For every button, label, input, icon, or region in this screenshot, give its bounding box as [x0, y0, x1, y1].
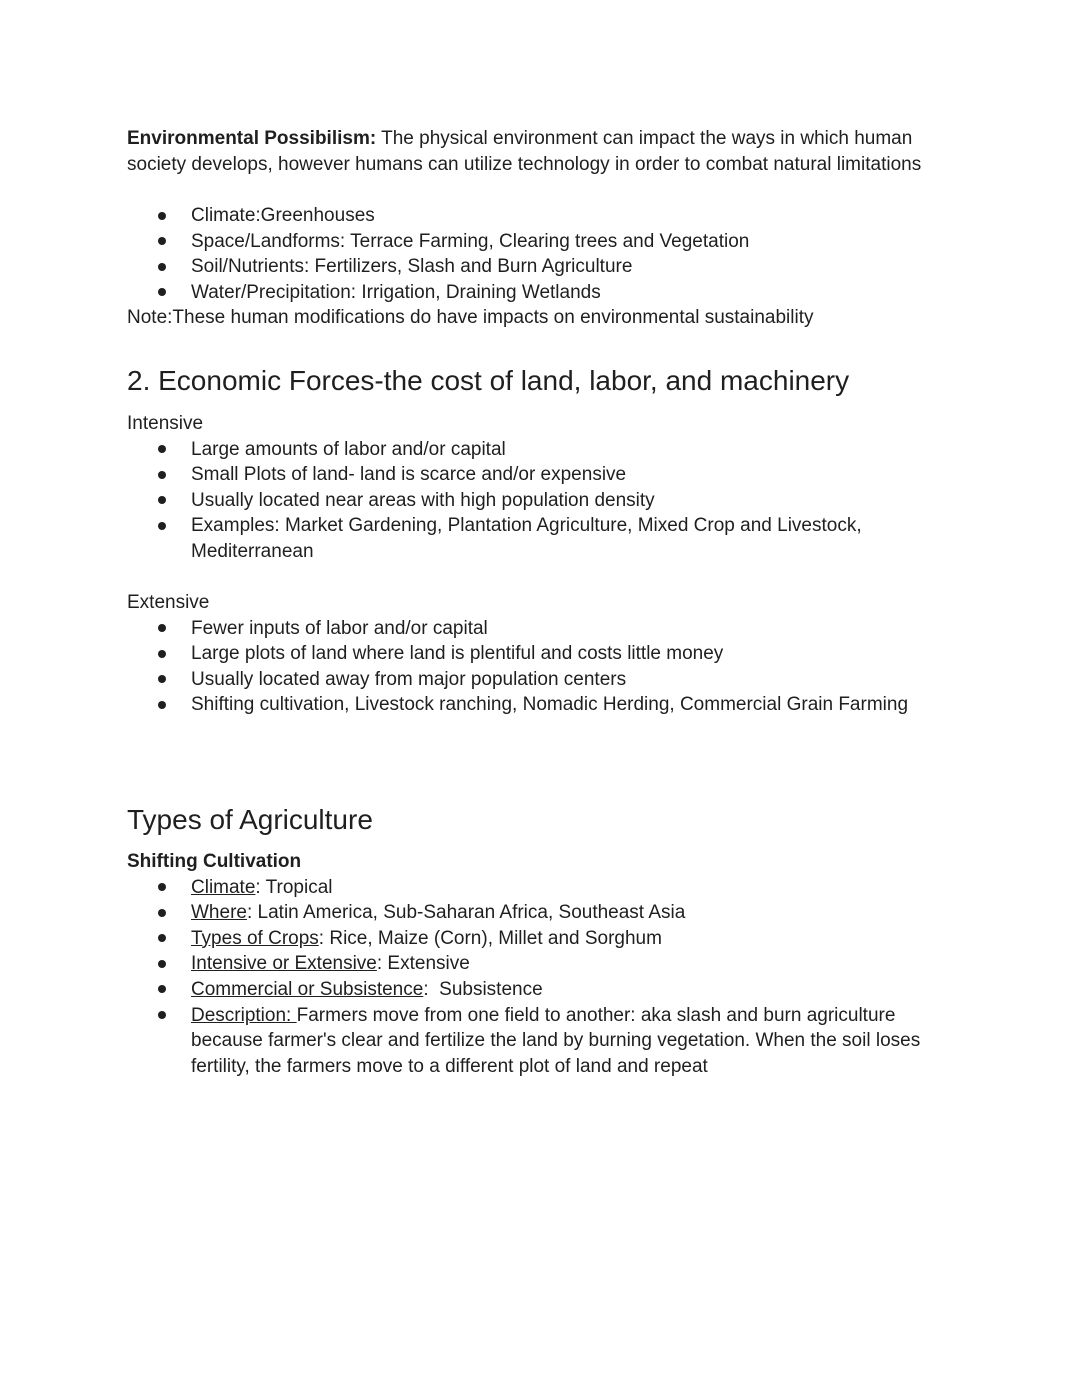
bullet-icon: [158, 496, 166, 504]
bullet-icon: [158, 650, 166, 658]
list-item: Types of Crops: Rice, Maize (Corn), Millet and Sorghum: [127, 926, 957, 952]
list-item: Commercial or Subsistence: Subsistence: [127, 977, 957, 1003]
shifting-cultivation-block: [127, 849, 957, 1079]
types-section: [127, 803, 373, 837]
bullet-icon: [158, 985, 166, 993]
bullet-icon: [158, 1011, 166, 1019]
list-item: Soil/Nutrients: Fertilizers, Slash and Burn Agriculture: [127, 254, 957, 280]
bullet-icon: [158, 960, 166, 968]
shifting-cultivation-title: Shifting Cultivation: [127, 851, 302, 872]
list-item: Large amounts of labor and/or capital: [127, 437, 957, 463]
list-item: Space/Landforms: Terrace Farming, Clearing trees and Vegetation: [127, 229, 957, 255]
intensive-label: Intensive: [127, 413, 204, 434]
list-item: Fewer inputs of labor and/or capital: [127, 616, 957, 642]
extensive-label: Extensive: [127, 592, 210, 613]
bullet-icon: [158, 909, 166, 917]
list-item: Large plots of land where land is plentiful and costs little money: [127, 641, 957, 667]
list-item: Usually located away from major population centers: [127, 667, 957, 693]
list-item: Climate: Tropical: [127, 875, 957, 901]
env-list: [127, 203, 957, 331]
list-item: Water/Precipitation: Irrigation, Draining Wetlands: [127, 280, 957, 306]
bullet-icon: [158, 471, 166, 479]
env-term: Environmental Possibilism:: [127, 128, 377, 149]
bullet-icon: [158, 624, 166, 632]
env-definition-line1: The physical environment can impact the ways in which human: [376, 128, 913, 149]
env-note: Note:These human modifications do have impacts on environmental sustainability: [127, 307, 814, 329]
list-item: Description: Farmers move from one field to another: aka slash and burn agriculture because farmer's clear and fertilize the land by burning vegetation. When the soil loses fertility, the farmers move to a different plot of land and repeat: [127, 1003, 957, 1080]
bullet-icon: [158, 288, 166, 296]
bullet-icon: [158, 263, 166, 271]
bullet-icon: [158, 934, 166, 942]
list-item: Usually located near areas with high population density: [127, 488, 957, 514]
bullet-icon: [158, 445, 166, 453]
bullet-icon: [158, 675, 166, 683]
bullet-icon: [158, 883, 166, 891]
list-item: Small Plots of land- land is scarce and/or expensive: [127, 462, 957, 488]
list-item: Examples: Market Gardening, Plantation Agriculture, Mixed Crop and Livestock, Mediterranean: [127, 513, 957, 564]
list-item: Climate:Greenhouses: [127, 203, 957, 229]
list-item: Shifting cultivation, Livestock ranching, Nomadic Herding, Commercial Grain Farming: [127, 692, 957, 718]
env-definition: [127, 126, 921, 177]
bullet-icon: [158, 237, 166, 245]
list-item: Intensive or Extensive: Extensive: [127, 951, 957, 977]
bullet-icon: [158, 522, 166, 530]
economic-heading: 2. Economic Forces-the cost of land, labor, and machinery: [127, 365, 850, 396]
bullet-icon: [158, 701, 166, 709]
types-heading: Types of Agriculture: [127, 804, 373, 835]
bullet-icon: [158, 212, 166, 220]
env-definition-line2: society develops, however humans can utilize technology in order to combat natural limitations: [127, 153, 922, 175]
extensive-block: [127, 590, 957, 718]
intensive-block: [127, 411, 957, 565]
economic-section: [127, 364, 849, 398]
list-item: Where: Latin America, Sub-Saharan Africa, Southeast Asia: [127, 900, 957, 926]
